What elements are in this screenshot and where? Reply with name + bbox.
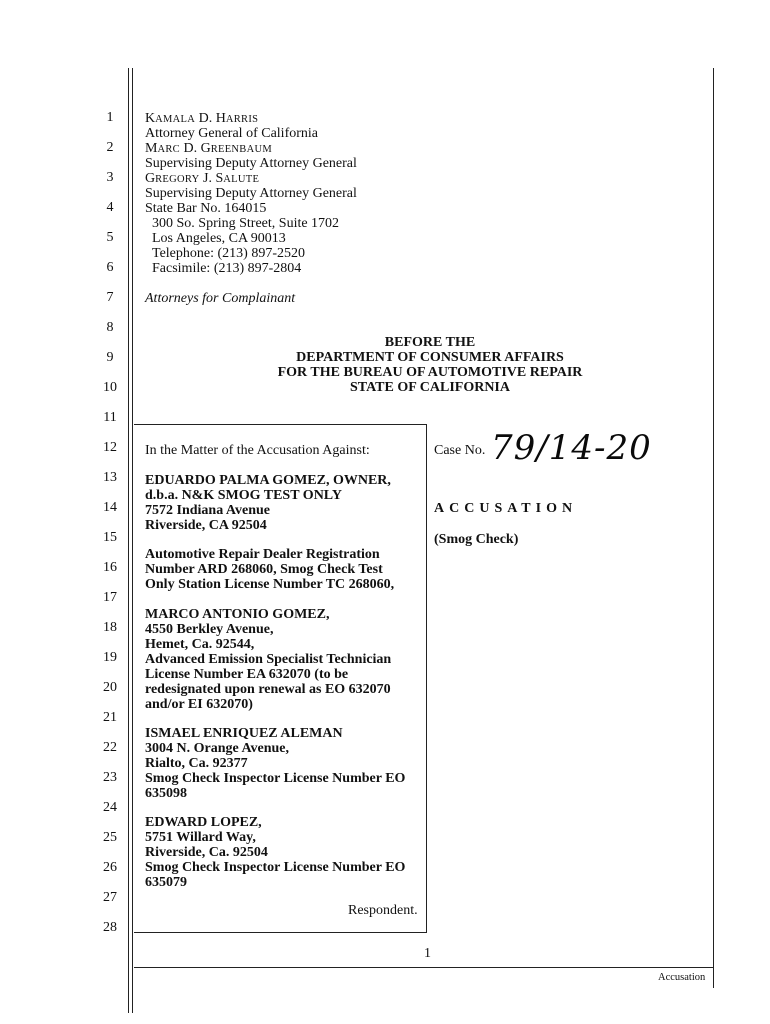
line-number: 25 — [103, 830, 117, 845]
line-number: 12 — [103, 440, 117, 455]
line-number: 28 — [103, 920, 117, 935]
state-bar-number: State Bar No. 164015 — [145, 201, 267, 216]
line-number: 4 — [106, 200, 114, 215]
line-number: 24 — [103, 800, 117, 815]
respondent-4-street: 5751 Willard Way, — [145, 830, 256, 845]
line-number: 14 — [103, 500, 117, 515]
supervising-attorney-title: Supervising Deputy Attorney General — [145, 156, 357, 171]
line-number: 7 — [106, 290, 114, 305]
respondent-1-name: EDUARDO PALMA GOMEZ, OWNER, — [145, 473, 391, 488]
line-number: 17 — [103, 590, 117, 605]
line-number: 15 — [103, 530, 117, 545]
line-number: 1 — [106, 110, 114, 125]
line-number: 21 — [103, 710, 117, 725]
line-number: 8 — [106, 320, 114, 335]
respondent-2-license-3: redesignated upon renewal as EO 632070 — [145, 682, 391, 697]
line-number: 26 — [103, 860, 117, 875]
supervising-attorney-name: MARC D. GREENBAUM — [145, 141, 273, 156]
left-margin-rule-outer — [128, 68, 129, 1013]
respondent-2-city: Hemet, Ca. 92544, — [145, 637, 255, 652]
line-number: 22 — [103, 740, 117, 755]
attorney-general-name: KAMALA D. HARRIS — [145, 111, 259, 126]
attorneys-role: Attorneys for Complainant — [145, 291, 296, 306]
line-number: 23 — [103, 770, 117, 785]
case-number-label: Case No. — [434, 443, 486, 458]
respondent-3-license-1: Smog Check Inspector License Number EO — [145, 771, 406, 786]
heading-line-1: BEFORE THE — [384, 335, 476, 350]
respondent-4-name: EDWARD LOPEZ, — [145, 815, 262, 830]
deputy-attorney-title: Supervising Deputy Attorney General — [145, 186, 357, 201]
line-number: 3 — [106, 170, 114, 185]
heading-line-3: FOR THE BUREAU OF AUTOMOTIVE REPAIR — [277, 365, 583, 380]
license-line-2: Number ARD 268060, Smog Check Test — [145, 562, 383, 577]
respondent-label: Respondent. — [348, 903, 418, 918]
line-number: 2 — [106, 140, 114, 155]
page-number: 1 — [424, 946, 431, 961]
footer-label: Accusation — [658, 972, 706, 983]
line-number: 27 — [103, 890, 117, 905]
respondent-2-street: 4550 Berkley Avenue, — [145, 622, 274, 637]
document-subtype: (Smog Check) — [434, 532, 519, 547]
caption-divider — [426, 424, 427, 933]
respondent-3-city: Rialto, Ca. 92377 — [145, 756, 248, 771]
respondent-2-license-2: License Number EA 632070 (to be — [145, 667, 349, 682]
heading-line-4: STATE OF CALIFORNIA — [350, 380, 510, 395]
telephone: Telephone: (213) 897-2520 — [152, 246, 305, 261]
respondent-4-license-2: 635079 — [145, 875, 187, 890]
respondent-2-license-1: Advanced Emission Specialist Technician — [145, 652, 392, 667]
heading-line-2: DEPARTMENT OF CONSUMER AFFAIRS — [296, 350, 564, 365]
respondent-4-city: Riverside, Ca. 92504 — [145, 845, 268, 860]
respondent-3-license-2: 635098 — [145, 786, 187, 801]
case-number-handwritten: 79/14-20 — [491, 428, 652, 468]
matter-line: In the Matter of the Accusation Against: — [145, 443, 370, 458]
respondent-2-license-4: and/or EI 632070) — [145, 697, 253, 712]
caption-top-rule — [134, 424, 426, 425]
respondent-1-street: 7572 Indiana Avenue — [145, 503, 270, 518]
address-line-2: Los Angeles, CA 90013 — [152, 231, 286, 246]
license-line-1: Automotive Repair Dealer Registration — [145, 547, 380, 562]
address-line-1: 300 So. Spring Street, Suite 1702 — [152, 216, 340, 231]
line-number: 16 — [103, 560, 117, 575]
document-type: ACCUSATION — [434, 501, 578, 516]
line-number: 19 — [103, 650, 117, 665]
respondent-3-street: 3004 N. Orange Avenue, — [145, 741, 290, 756]
line-number: 6 — [106, 260, 114, 275]
respondent-2-name: MARCO ANTONIO GOMEZ, — [145, 607, 330, 622]
line-number: 11 — [103, 410, 117, 425]
line-number: 5 — [106, 230, 114, 245]
attorney-general-title: Attorney General of California — [145, 126, 318, 141]
line-number: 20 — [103, 680, 117, 695]
line-number: 13 — [103, 470, 117, 485]
respondent-1-city: Riverside, CA 92504 — [145, 518, 267, 533]
deputy-attorney-name: GREGORY J. SALUTE — [145, 171, 260, 186]
respondent-3-name: ISMAEL ENRIQUEZ ALEMAN — [145, 726, 343, 741]
license-line-3: Only Station License Number TC 268060, — [145, 577, 395, 592]
line-number: 18 — [103, 620, 117, 635]
right-margin-rule — [713, 68, 714, 988]
footer-rule — [134, 967, 714, 968]
respondent-4-license-1: Smog Check Inspector License Number EO — [145, 860, 406, 875]
left-margin-rule-inner — [132, 68, 133, 1013]
caption-bottom-rule — [134, 932, 426, 933]
facsimile: Facsimile: (213) 897-2804 — [152, 261, 302, 276]
line-number: 10 — [103, 380, 117, 395]
respondent-1-dba: d.b.a. N&K SMOG TEST ONLY — [145, 488, 342, 503]
line-number: 9 — [106, 350, 114, 365]
